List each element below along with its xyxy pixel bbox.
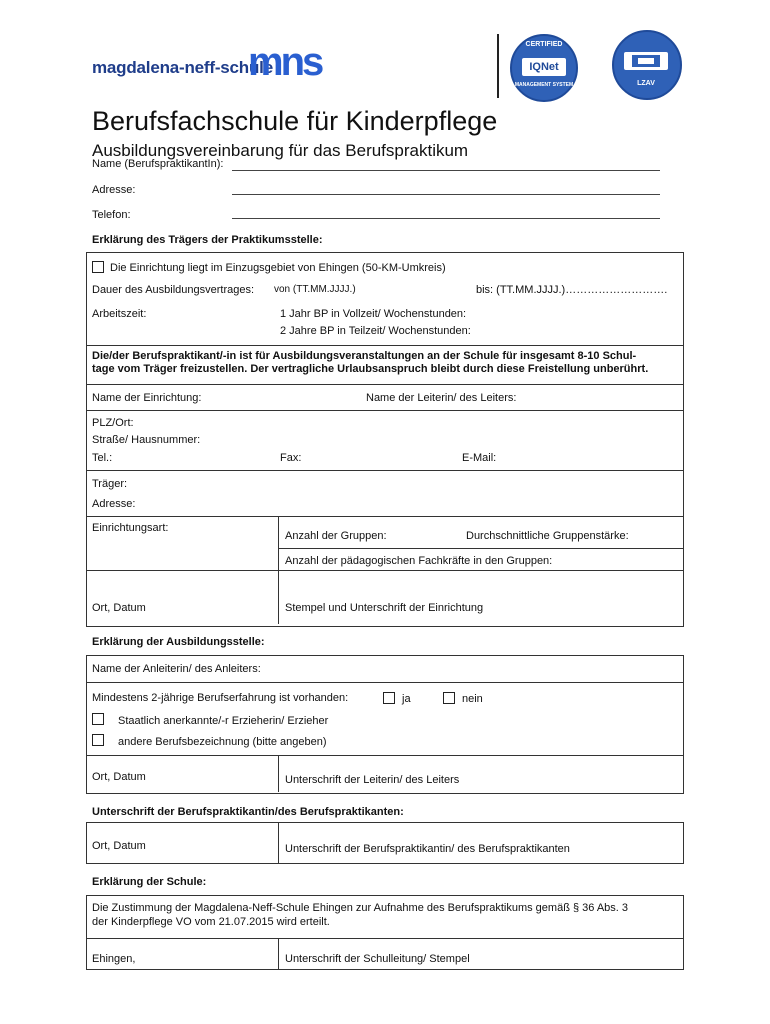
erfahrung-nein-label: nein	[462, 693, 483, 705]
traeger-label[interactable]: Träger:	[92, 478, 128, 490]
andere-label: andere Berufsbezeichnung (bitte angeben)	[118, 736, 327, 748]
page-subtitle: Ausbildungsvereinbarung für das Berufspraktikum	[92, 141, 469, 160]
freistellung-text-2: tage vom Träger freizustellen. Der vertragliche Urlaubsanspruch bleibt durch diese Freistellung unberührt.	[92, 363, 649, 375]
vollzeit-field[interactable]: 1 Jahr BP in Vollzeit/ Wochenstunden:	[280, 308, 467, 320]
teilzeit-field[interactable]: 2 Jahre BP in Teilzeit/ Wochenstunden:	[280, 325, 471, 337]
bis-field[interactable]: bis: (TT.MM.JJJJ.)……………………….	[476, 284, 668, 296]
schule-heading: Erklärung der Schule:	[92, 876, 207, 888]
schule-text-2: der Kinderpflege VO vom 21.07.2015 wird erteilt.	[92, 916, 330, 928]
telefon-label: Telefon:	[92, 209, 131, 221]
name-leitung-label[interactable]: Name der Leiterin/ des Leiters:	[366, 392, 517, 404]
lzav-seal	[612, 30, 682, 100]
erfahrung-label: Mindestens 2-jährige Berufserfahrung ist vorhanden:	[92, 692, 349, 704]
ausbildung-unterschrift[interactable]: Unterschrift der Leiterin/ des Leiters	[285, 774, 460, 786]
ausbildungsstelle-heading: Erklärung der Ausbildungsstelle:	[92, 636, 265, 648]
seal-center-text: IQNet	[522, 58, 566, 76]
schule-unterschrift[interactable]: Unterschrift der Schulleitung/ Stempel	[285, 953, 470, 965]
fachkraefte-label[interactable]: Anzahl der pädagogischen Fachkräfte in den Gruppen:	[285, 555, 553, 567]
header-divider	[497, 34, 499, 98]
plz-ort-label[interactable]: PLZ/Ort:	[92, 417, 134, 429]
erzieher-label: Staatlich anerkannte/-r Erzieherin/ Erzieher	[118, 715, 329, 727]
adresse-input-line[interactable]	[232, 194, 660, 195]
dauer-label: Dauer des Ausbildungsvertrages:	[92, 284, 255, 296]
email-label[interactable]: E-Mail:	[462, 452, 497, 464]
einrichtungsart-label[interactable]: Einrichtungsart:	[92, 522, 169, 534]
school-monogram-logo: mns	[248, 40, 322, 84]
erfahrung-ja-label: ja	[402, 693, 411, 705]
iqnet-certified-seal	[510, 34, 578, 102]
seal-bottom-text: MANAGEMENT SYSTEM	[514, 82, 574, 88]
page-title: Berufsfachschule für Kinderpflege	[92, 106, 498, 136]
schule-text-1: Die Zustimmung der Magdalena-Neff-Schule Ehingen zur Aufnahme des Berufspraktikums gemäß § 36 Abs. 3	[92, 902, 629, 914]
seal-emblem-icon	[624, 52, 668, 70]
von-field[interactable]: von (TT.MM.JJJJ.)	[274, 284, 356, 295]
ausbildung-ort-datum[interactable]: Ort, Datum	[92, 771, 146, 783]
school-logo-text: magdalena-neff-schule	[92, 58, 273, 77]
seal-lzav-text: LZAV	[637, 80, 655, 87]
erfahrung-ja-checkbox[interactable]	[383, 692, 395, 704]
praktikant-sig-heading: Unterschrift der Berufspraktikantin/des Berufspraktikanten:	[92, 806, 404, 818]
einzugsgebiet-text: Die Einrichtung liegt im Einzugsgebiet von Ehingen (50-KM-Umkreis)	[110, 262, 446, 274]
name-einrichtung-label[interactable]: Name der Einrichtung:	[92, 392, 202, 404]
traeger-ort-datum[interactable]: Ort, Datum	[92, 602, 146, 614]
erzieher-checkbox[interactable]	[92, 713, 104, 725]
traeger-heading: Erklärung des Trägers der Praktikumsstelle:	[92, 234, 323, 246]
anzahl-gruppen-label[interactable]: Anzahl der Gruppen:	[285, 530, 387, 542]
name-anleitung-label[interactable]: Name der Anleiterin/ des Anleiters:	[92, 663, 261, 675]
freistellung-text-1: Die/der Berufspraktikant/-in ist für Ausbildungsveranstaltungen an der Schule für insgesamt 8-10 Schul-	[92, 350, 637, 362]
traeger-adresse-label[interactable]: Adresse:	[92, 498, 136, 510]
erfahrung-nein-checkbox[interactable]	[443, 692, 455, 704]
schule-ort[interactable]: Ehingen,	[92, 953, 136, 965]
name-label: Name (BerufspraktikantIn):	[92, 158, 224, 170]
einzugsgebiet-checkbox[interactable]	[92, 261, 104, 273]
arbeitszeit-label: Arbeitszeit:	[92, 308, 147, 320]
traeger-stempel[interactable]: Stempel und Unterschrift der Einrichtung	[285, 602, 484, 614]
name-input-line[interactable]	[232, 170, 660, 171]
praktikant-ort-datum[interactable]: Ort, Datum	[92, 840, 146, 852]
praktikant-unterschrift[interactable]: Unterschrift der Berufspraktikantin/ des Berufspraktikanten	[285, 843, 570, 855]
seal-top-text: CERTIFIED	[525, 41, 563, 48]
andere-checkbox[interactable]	[92, 734, 104, 746]
adresse-label: Adresse:	[92, 184, 136, 196]
strasse-label[interactable]: Straße/ Hausnummer:	[92, 434, 201, 446]
telefon-input-line[interactable]	[232, 218, 660, 219]
gruppenstaerke-label[interactable]: Durchschnittliche Gruppenstärke:	[466, 530, 629, 542]
fax-label[interactable]: Fax:	[280, 452, 302, 464]
tel-label[interactable]: Tel.:	[92, 452, 113, 464]
